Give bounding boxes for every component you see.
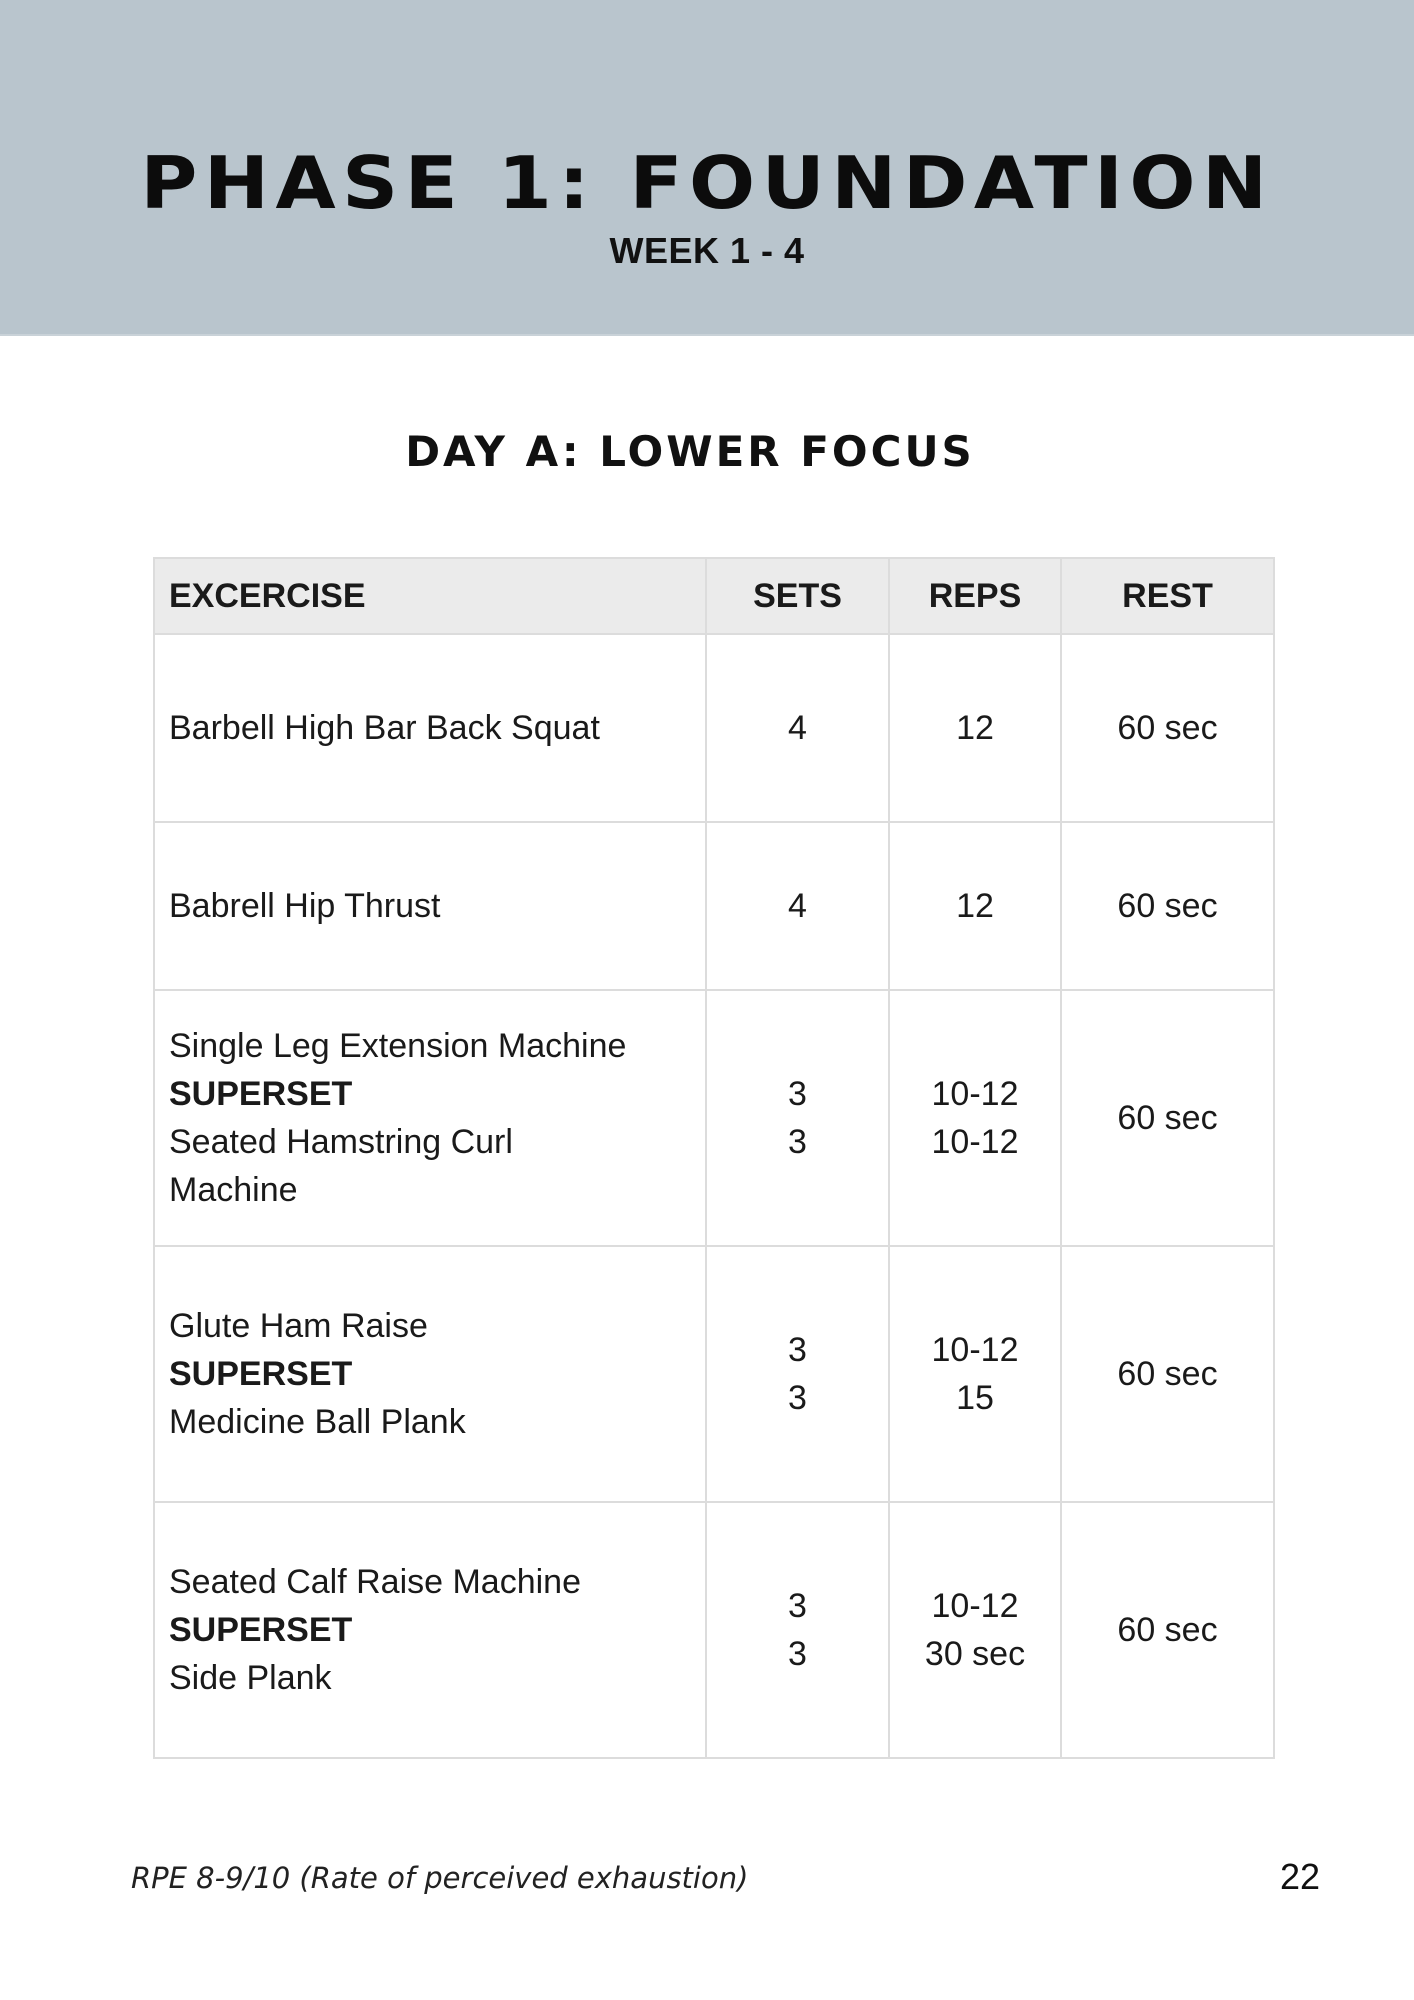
rest-cell [1061,990,1274,1246]
sets-value: 3 [788,1379,807,1417]
superset-label: SUPERSET [169,1355,353,1393]
superset-label: SUPERSET [169,1075,353,1113]
rpe-footnote: RPE 8-9/10 (Rate of perceived exhaustion) [131,1861,749,1895]
exercise-name: Glute Ham Raise [169,1307,428,1345]
reps-value: 30 sec [924,1635,1026,1673]
table-row [154,1502,1274,1758]
exercise-name: Babrell Hip Thrust [169,887,441,925]
exercise-cell [154,822,706,990]
exercise-name: Barbell High Bar Back Squat [169,709,600,747]
exercise-cell [154,634,706,822]
reps-value: 15 [956,1379,994,1417]
exercise-name: Seated Hamstring Curl [169,1123,513,1161]
sets-value: 4 [788,709,807,747]
table-row [154,1246,1274,1502]
rest-cell [1061,822,1274,990]
reps-value: 10-12 [931,1331,1019,1369]
sets-value: 3 [788,1587,807,1625]
exercise-cell [154,1502,706,1758]
sets-value: 3 [788,1635,807,1673]
workout-table [153,557,1275,1759]
reps-value: 10-12 [931,1587,1019,1625]
sets-cell [706,990,889,1246]
column-header-rest: REST [1061,558,1274,634]
rest-value: 60 sec [1117,1099,1218,1137]
sets-cell [706,634,889,822]
reps-cell [889,1246,1061,1502]
column-header-reps: REPS [889,558,1061,634]
rest-cell [1061,1246,1274,1502]
page-number: 22 [1279,1856,1320,1897]
column-header-exercise: EXCERCISE [154,558,706,634]
week-subtitle: WEEK 1 - 4 [609,230,805,271]
reps-value: 10-12 [931,1075,1019,1113]
table-row [154,990,1274,1246]
table-row [154,634,1274,822]
sets-value: 3 [788,1075,807,1113]
reps-cell [889,634,1061,822]
rest-value: 60 sec [1117,1355,1218,1393]
rest-value: 60 sec [1117,1611,1218,1649]
exercise-cell [154,1246,706,1502]
rest-cell [1061,1502,1274,1758]
reps-cell [889,822,1061,990]
reps-cell [889,1502,1061,1758]
sets-value: 3 [788,1331,807,1369]
exercise-name: Seated Calf Raise Machine [169,1563,582,1601]
sets-value: 3 [788,1123,807,1161]
reps-value: 10-12 [931,1123,1019,1161]
sets-cell [706,1502,889,1758]
phase-title: PHASE 1: FOUNDATION [140,141,1274,225]
rest-value: 60 sec [1117,709,1218,747]
exercise-name-continued: Machine [169,1171,298,1209]
superset-label: SUPERSET [169,1611,353,1649]
reps-value: 12 [956,709,994,747]
table-row [154,822,1274,990]
rest-cell [1061,634,1274,822]
reps-value: 12 [956,887,994,925]
exercise-name: Side Plank [169,1659,332,1697]
exercise-name: Medicine Ball Plank [169,1403,466,1441]
sets-cell [706,1246,889,1502]
sets-cell [706,822,889,990]
day-heading: DAY A: LOWER FOCUS [405,427,975,476]
exercise-cell [154,990,706,1246]
exercise-name: Single Leg Extension Machine [169,1027,627,1065]
rest-value: 60 sec [1117,887,1218,925]
table-header-row [154,558,1274,634]
column-header-sets: SETS [706,558,889,634]
reps-cell [889,990,1061,1246]
sets-value: 4 [788,887,807,925]
